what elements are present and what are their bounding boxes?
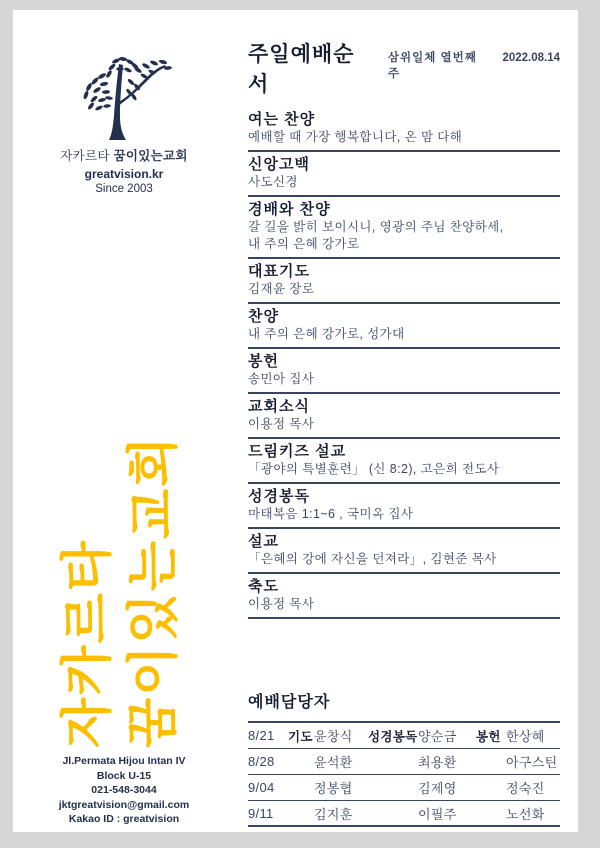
section-heading: 경배와 찬양 [248, 201, 331, 218]
section-praise [248, 304, 560, 349]
cell-prayer: 정봉협 [314, 781, 353, 796]
section-benediction [248, 574, 560, 619]
week-subtitle: 삼위일체 열번째 주 [387, 52, 477, 80]
table-row [248, 723, 560, 749]
page-title: 주일예배순서 [248, 43, 355, 96]
servers-table [248, 721, 560, 827]
section-detail: 이용정 목사 [248, 597, 315, 611]
worship-order [248, 38, 560, 827]
address-line-2: Block U-15 [96, 769, 152, 782]
section-heading: 성경봉독 [248, 488, 310, 505]
cell-scripture: 양순금 [418, 729, 457, 744]
section-sermon [248, 529, 560, 574]
section-scripture-reading [248, 484, 560, 529]
logo-name-prefix: 자카르타 [60, 149, 110, 163]
table-row [248, 775, 560, 801]
section-heading: 드림키즈 설교 [248, 443, 347, 460]
table-row [248, 801, 560, 827]
worship-servers [248, 689, 560, 827]
section-opening-praise [248, 107, 560, 152]
banner-line-jakarta: 자카르타 [59, 539, 117, 748]
cell-date: 9/11 [248, 805, 274, 821]
section-dreamkids-sermon [248, 439, 560, 484]
cell-offering: 정숙진 [506, 781, 545, 796]
section-detail: 이용정 목사 [248, 417, 315, 431]
church-logo [13, 54, 235, 195]
cell-date: 9/04 [248, 780, 275, 795]
cell-scripture: 김제영 [418, 781, 457, 796]
table-row [248, 749, 560, 775]
contact-info [13, 754, 235, 827]
email-address: jktgreatvision@gmail.com [58, 798, 190, 811]
cell-date: 8/28 [248, 754, 275, 769]
section-detail: 예배할 때 가장 행복합니다, 온 맘 다해 [248, 130, 463, 144]
bulletin-page [13, 10, 578, 832]
bulletin-header [248, 38, 560, 98]
phone-number: 021-548-3044 [91, 784, 157, 796]
servers-heading: 예배담당자 [248, 694, 331, 711]
col-label-offering: 봉헌 [476, 729, 501, 744]
address-line-1: Jl.Permata Hijou Intan IV [62, 755, 186, 767]
cell-prayer: 윤석환 [314, 755, 353, 770]
cell-scripture: 이필주 [418, 806, 457, 822]
section-representative-prayer [248, 259, 560, 304]
logo-church-name [13, 146, 235, 164]
cell-prayer: 윤창식 [314, 729, 353, 744]
section-heading: 설교 [248, 533, 279, 550]
logo-name-main: 꿈이있는교회 [113, 149, 188, 163]
cell-date: 8/21 [248, 728, 275, 743]
section-detail: 내 주의 은혜 강가로 [248, 237, 360, 251]
section-worship-praise [248, 197, 560, 259]
section-detail: 마태복음 1:1~6 , 국미옥 집사 [248, 507, 414, 521]
col-label-prayer: 기도 [288, 729, 313, 744]
section-heading: 대표기도 [248, 263, 310, 280]
cell-offering: 노선화 [506, 806, 545, 822]
section-confession [248, 152, 560, 197]
kakao-id: Kakao ID : greatvision [68, 813, 180, 825]
section-detail: 사도신경 [248, 175, 298, 189]
section-detail: 「은혜의 강에 자신을 던져라」, 김현준 목사 [248, 552, 497, 566]
section-heading: 여는 찬양 [248, 111, 316, 128]
section-heading: 축도 [248, 578, 279, 595]
logo-since: Since 2003 [95, 183, 153, 195]
section-detail: 「광야의 특별훈련」 (신 8:2), 고은희 전도사 [248, 462, 500, 476]
logo-website: greatvision.kr [84, 167, 164, 181]
tree-icon [76, 54, 172, 140]
section-heading: 교회소식 [248, 398, 310, 415]
cell-offering: 한상혜 [506, 729, 545, 744]
cell-scripture: 최용환 [418, 755, 457, 770]
section-heading: 신앙고백 [248, 156, 310, 173]
col-label-scripture: 성경봉독 [368, 729, 418, 744]
section-detail: 내 주의 은혜 강가로, 성가대 [248, 327, 405, 341]
section-heading: 봉헌 [248, 353, 279, 370]
section-detail: 송민아 집사 [248, 372, 315, 386]
cell-offering: 아구스틴 [506, 755, 558, 770]
section-detail: 김재윤 장로 [248, 282, 315, 296]
section-offering [248, 349, 560, 394]
vertical-church-name-banner [55, 435, 187, 748]
section-church-news [248, 394, 560, 439]
banner-line-church: 꿈이있는교회 [125, 434, 183, 748]
section-detail: 갈 길을 밝히 보이시니, 영광의 주님 찬양하세, [248, 220, 504, 234]
section-heading: 찬양 [248, 308, 279, 325]
cell-prayer: 김지훈 [314, 806, 353, 822]
service-date: 2022.08.14 [502, 52, 560, 64]
